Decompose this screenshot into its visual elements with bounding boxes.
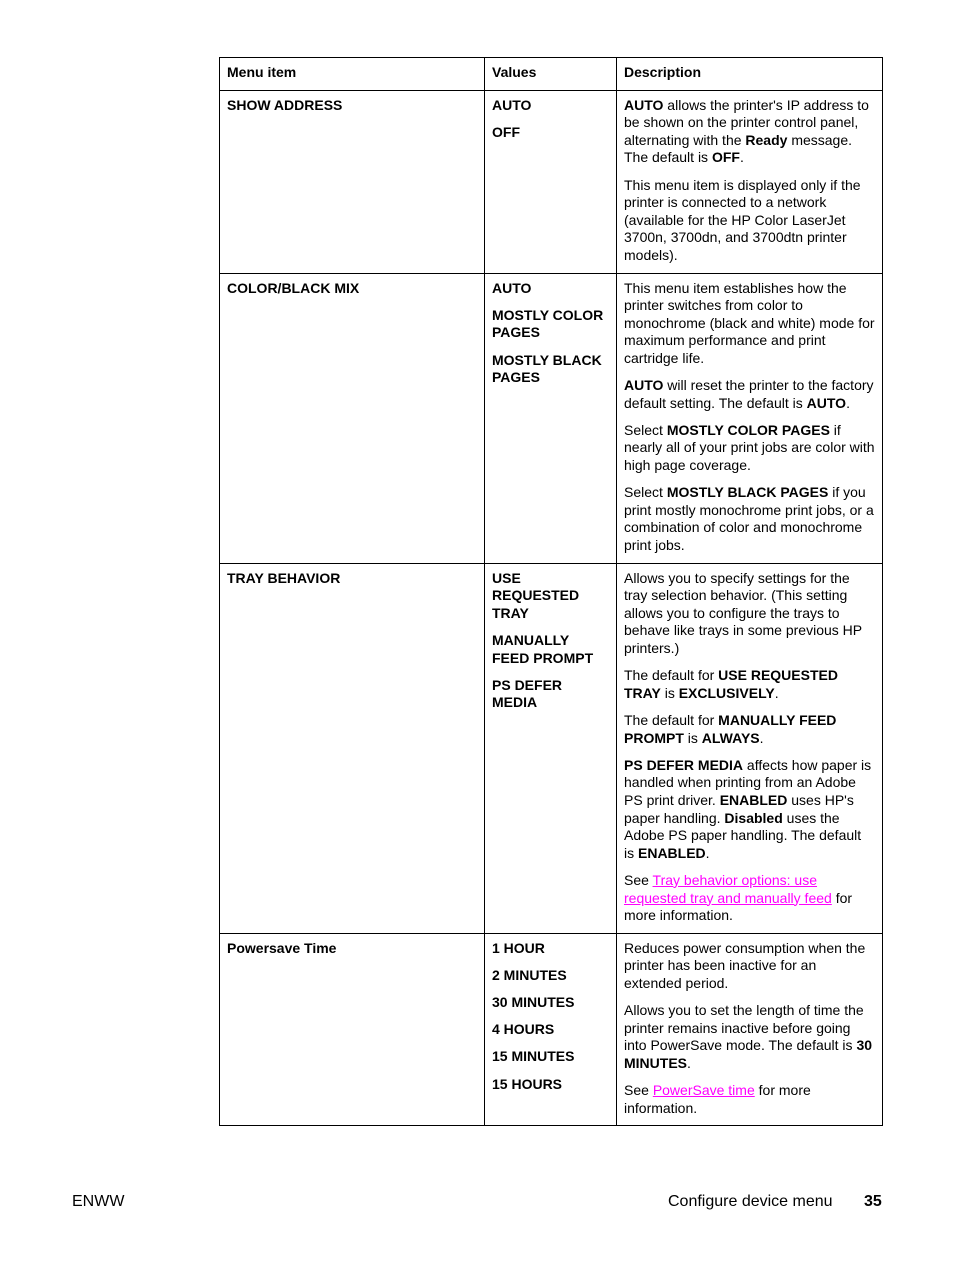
description-paragraph	[624, 1002, 875, 1072]
description-text: allows the printer's IP address to be shown on the printer control panel, alternating with the	[624, 96, 869, 148]
cross-reference-link[interactable]: Tray behavior options: use requested tray and manually feed	[624, 871, 832, 906]
description-paragraph	[624, 570, 875, 658]
description-text: The default for	[624, 711, 719, 728]
header-values: Values	[485, 58, 617, 91]
description-text: The default for	[624, 667, 719, 684]
description-paragraph	[624, 1082, 875, 1117]
description-text: is	[660, 684, 679, 701]
bold-term: EXCLUSIVELY	[678, 684, 775, 701]
cross-reference-link[interactable]: PowerSave time	[652, 1082, 755, 1099]
menu-item-description	[617, 273, 883, 563]
menu-item-description	[617, 563, 883, 933]
footer-section-title: Configure device menu	[668, 1193, 833, 1210]
table-row	[220, 933, 883, 1126]
bold-term: PS DEFER MEDIA	[624, 756, 744, 773]
value-option: 30 MINUTES	[492, 994, 575, 1011]
description-text: .	[687, 1054, 691, 1071]
menu-item-name: Powersave Time	[220, 933, 485, 1126]
menu-item-values	[485, 90, 617, 273]
description-paragraph	[624, 97, 875, 167]
value-option: AUTO	[492, 96, 532, 113]
value-option: 2 MINUTES	[492, 966, 567, 983]
description-text: uses HP's paper handling.	[624, 791, 854, 826]
description-text: is	[683, 729, 702, 746]
description-text: message. The default is	[624, 131, 853, 166]
description-paragraph	[624, 280, 875, 368]
description-paragraph	[624, 667, 875, 702]
description-paragraph	[624, 757, 875, 863]
menu-item-values	[485, 563, 617, 933]
description-text: for more information.	[624, 1082, 811, 1116]
bold-term: Disabled	[724, 809, 783, 826]
description-text: This menu item establishes how the printer switches from color to monochrome (black and white) mode for maximum performance and print cartridge life.	[624, 279, 875, 366]
description-paragraph	[624, 177, 875, 265]
bold-term: ENABLED	[638, 844, 706, 861]
bold-term: ALWAYS	[701, 729, 760, 746]
bold-term: 30 MINUTES	[624, 1037, 873, 1071]
value-option: MANUALLY FEED PROMPT	[492, 632, 594, 666]
description-text: See	[624, 1082, 653, 1099]
description-text: Reduces power consumption when the printer has been inactive for an extended period.	[624, 939, 866, 991]
table-header-row	[220, 58, 883, 91]
value-option: 1 HOUR	[492, 939, 545, 956]
table-row	[220, 563, 883, 933]
bold-term: OFF	[711, 149, 740, 166]
description-paragraph	[624, 484, 875, 554]
value-option: USE REQUESTED TRAY	[492, 569, 580, 621]
bold-term: USE REQUESTED TRAY	[624, 667, 838, 701]
description-paragraph	[624, 712, 875, 747]
value-option: 15 MINUTES	[492, 1048, 575, 1065]
footer-manual-code: ENWW	[72, 1193, 125, 1210]
description-text: .	[705, 844, 710, 861]
description-paragraph	[624, 940, 875, 993]
menu-item-name: SHOW ADDRESS	[220, 90, 485, 273]
bold-term: AUTO	[806, 394, 847, 411]
description-text: Allows you to set the length of time the printer remains inactive before going into PowerSave mode. The default is	[624, 1002, 864, 1054]
value-option: 15 HOURS	[492, 1075, 563, 1092]
value-option: PS DEFER MEDIA	[492, 676, 563, 711]
bold-term: AUTO	[624, 96, 664, 113]
bold-term: Ready	[745, 131, 788, 148]
description-text: uses the Adobe PS paper handling. The default is	[624, 809, 862, 861]
description-paragraph	[624, 377, 875, 412]
value-option: OFF	[492, 123, 520, 140]
menu-item-values	[485, 933, 617, 1126]
description-text: Select	[624, 421, 667, 438]
value-option: AUTO	[492, 279, 532, 296]
menu-item-name: TRAY BEHAVIOR	[220, 563, 485, 933]
description-text: if nearly all of your print jobs are color with high page coverage.	[624, 421, 875, 474]
description-text: .	[846, 394, 850, 411]
bold-term: MANUALLY FEED PROMPT	[624, 711, 837, 746]
description-text: affects how paper is handled when printing from an Adobe PS print driver.	[624, 756, 872, 808]
bold-term: MOSTLY BLACK PAGES	[666, 484, 829, 501]
description-text: See	[624, 871, 653, 888]
value-option: MOSTLY BLACK PAGES	[492, 351, 602, 386]
description-text: will reset the printer to the factory default setting. The default is	[624, 377, 874, 411]
description-text: Allows you to specify settings for the tray selection behavior. (This setting allows you to configure the trays to behave like trays in some previous HP printers.)	[624, 569, 862, 656]
description-text: for more information.	[624, 889, 853, 924]
value-option: 4 HOURS	[492, 1021, 555, 1038]
menu-item-description	[617, 933, 883, 1126]
menu-item-description	[617, 90, 883, 273]
header-menu-item: Menu item	[220, 58, 485, 91]
bold-term: ENABLED	[719, 791, 788, 808]
description-text: .	[774, 684, 779, 701]
bold-term: MOSTLY COLOR PAGES	[666, 421, 830, 438]
menu-item-name: COLOR/BLACK MIX	[220, 273, 485, 563]
description-text: .	[759, 729, 764, 746]
menu-table	[219, 57, 883, 1126]
value-option: MOSTLY COLOR PAGES	[492, 306, 604, 341]
page-number: 35	[864, 1193, 882, 1210]
table-row	[220, 90, 883, 273]
description-text: Select	[624, 484, 667, 501]
table-row	[220, 273, 883, 563]
description-text: This menu item is displayed only if the printer is connected to a network (available for the HP Color LaserJet 3700n, 3700dn, and 3700dtn printer models).	[624, 176, 861, 263]
header-description: Description	[617, 58, 883, 91]
description-paragraph	[624, 872, 875, 925]
table-body	[220, 90, 883, 1126]
description-text: .	[739, 149, 744, 166]
description-text: if you print mostly monochrome print jobs, or a combination of color and monochrome print jobs.	[624, 484, 874, 554]
menu-item-values	[485, 273, 617, 563]
bold-term: AUTO	[624, 377, 664, 394]
description-paragraph	[624, 422, 875, 475]
